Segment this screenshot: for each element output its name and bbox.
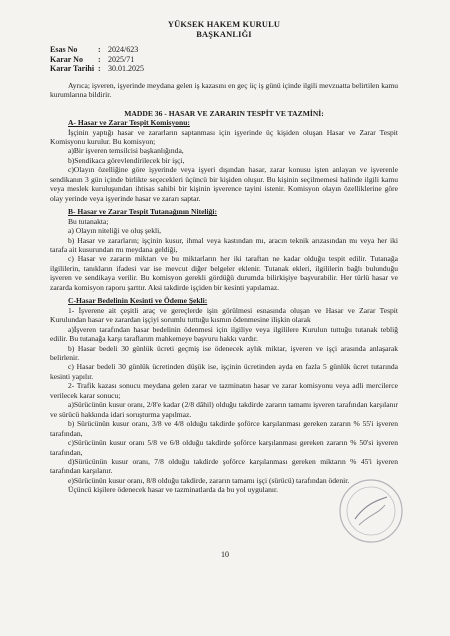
section-a-item-c: c)Olayın özelliğine göre işyerinde veya işyeri dışından hasar, zarar konusu işten anlayan ve işverenle sendikanın 3 gün içinde birlikte seçecekleri üçüncü bir kişiden oluşur. Bu kişinin seçilmemesi halinde ilgili kamu veya meslek kuruluşundan ihtisas sahibi bir kişinin işverence tayini istenir. Komisyon olayın özelliklerine göre olay yerinde veya işyerinde hasar ve zararı saptar. <box>50 165 398 203</box>
section-b-intro: Bu tutanakta; <box>68 216 109 226</box>
section-b-title: B- Hasar ve Zarar Tespit Tutanağının Niteliği: <box>68 207 218 217</box>
karar-no-value: 2025/71 <box>108 54 135 64</box>
section-b-item-a: a) Olayın niteliği ve oluş şekli, <box>68 226 162 236</box>
section-b-item-c: c) Hasar ve zararın miktarı ve bu miktarların her iki taraftan ne kadar olduğu tespit edilir. Tutanağa ilgililerin, tanıkların ifadesi var ise mevcut diğer belgeler eklenir. Tutanak ekleri, ilgililerin bağlı bulunduğu işveren ve sendikaya verilir. Bu komisyon gerekli gördüğü durumda bilirkişiye başvurabilir. Her türlü hasar ve zararda komisyon raporu şarttır. Aksi takdirde işçiden bir kesinti yapılamaz. <box>50 254 398 292</box>
case-info-row: Karar No : 2025/71 <box>50 54 135 64</box>
karar-tarihi-value: 30.01.2025 <box>108 64 144 74</box>
header-subtitle: BAŞKANLIĞI <box>196 30 252 39</box>
section-c-2-item-c: c)Sürücünün kusur oranı 5/8 ve 6/8 olduğu takdirde şoförce karşılanması gereken zararın % 50'si işveren tarafından, <box>50 438 398 457</box>
section-a-item-b: b)Sendikaca görevlendirilecek bir işçi, <box>68 155 185 165</box>
section-c-2-item-e: e)Sürücünün kusur oranı, 8/8 olduğu takdirde, zararın tamamı işçi (sürücü) tarafından ödenir. <box>68 475 350 485</box>
intro-paragraph: Ayrıca; işveren, işyerinde meydana gelen iş kazasını en geç üç iş günü içinde ilgili mevzuatta belirtilen kamu kurumlarına bildirir. <box>50 80 398 100</box>
section-a-intro: İşçinin yaptığı hasar ve zararların saptanması için işyerinde üç kişiden oluşan Hasar ve Zarar Tespit Komisyonu kurulur. Bu komisyon; <box>50 127 398 146</box>
section-c-paragraph-1: 1- İşverene ait çeşitli araç ve gereçlerde işin görülmesi esnasında oluşan ve Hasar ve Zarar Tespit Kurulundan hasar ve zarardan işçiyi sorumlu tuttuğu kısmın ödenmesine ilişkin olarak <box>50 305 398 325</box>
case-info <box>50 45 398 74</box>
section-b-item-b: b) Hasar ve zararların; işçinin kusur, ihmal veya kastından mı, aracın teknik arızasından mı veya her iki tarafa ait kusurundan mı meydana geldiği, <box>50 235 398 254</box>
esas-no-value: 2024/623 <box>108 45 139 54</box>
section-a-title: A- Hasar ve Zarar Tespit Komisyonu: <box>68 118 190 128</box>
section-c-closing: Üçüncü kişilere ödenecek hasar ve tazminatlarda da bu yol uygulanır. <box>68 485 278 495</box>
case-info-row: Esas No : 2024/623 <box>50 45 139 54</box>
section-c-item-b: b) Hasar bedeli 30 günlük ücreti geçmiş ise ödenecek aylık miktar, işveren ve işçi arasında anlaşarak belirlenir. <box>50 343 398 362</box>
section-c-2-item-a: a)Sürücünün kusur oranı, 2/8'e kadar (2/8 dâhil) olduğu takdirde zararın tamamı işveren tarafından karşılanır ve sürücü hakkında idari soruşturma yapılmaz. <box>50 400 398 419</box>
karar-tarihi-label: Karar Tarihi <box>50 64 95 74</box>
section-c-paragraph-2: 2- Trafik kazası sonucu meydana gelen zarar ve tazminatın hasar ve zarar komisyonu veya adli mercilerce verilecek karar sonucu; <box>50 381 398 400</box>
article-title: MADDE 36 - HASAR VE ZARARIN TESPİT VE TAZMİNİ: <box>124 108 324 118</box>
section-c-item-a: a)İşveren tarafından hasar bedelinin ödenmesi için ilgiliye veya ilgililere Kurulun tuttuğu tutanak tebliğ edilir. Bu tutanağa karşı taraflarım mahkemeye başvuru hakkı vardır. <box>50 324 398 344</box>
karar-no-label: Karar No <box>50 54 83 64</box>
section-c-item-c: c) Hasar bedeli 30 günlük ücretinden düşük ise, işçinin ücretinden ayda en fazla 5 günlük ücret tutarında kesinti yapılır. <box>50 362 398 381</box>
section-c-2-item-d: d)Sürücünün kusur oranı, 7/8 olduğu takdirde şoförce karşılanması gereken miktarın % 45'i işveren tarafından karşılanır. <box>50 456 398 476</box>
section-c-2-item-b: b) Sürücünün kusur oranı, 3/8 ve 4/8 olduğu takdirde şoförce karşılanması gereken zararın % 55'i işveren tarafından, <box>50 419 398 438</box>
esas-no-label: Esas No <box>50 45 78 54</box>
case-info-row: Karar Tarihi : 30.01.2025 <box>50 64 144 74</box>
header-title: YÜKSEK HAKEM KURULU <box>167 20 281 29</box>
seal-stamp <box>335 475 407 547</box>
document-header <box>50 20 398 40</box>
page-number: 10 <box>221 550 229 559</box>
section-c-title: C-Hasar Bedelinin Kesinti ve Ödeme Şekli: <box>68 296 208 306</box>
section-a-item-a: a)Bir işveren temsilcisi başkanlığında, <box>68 146 184 156</box>
